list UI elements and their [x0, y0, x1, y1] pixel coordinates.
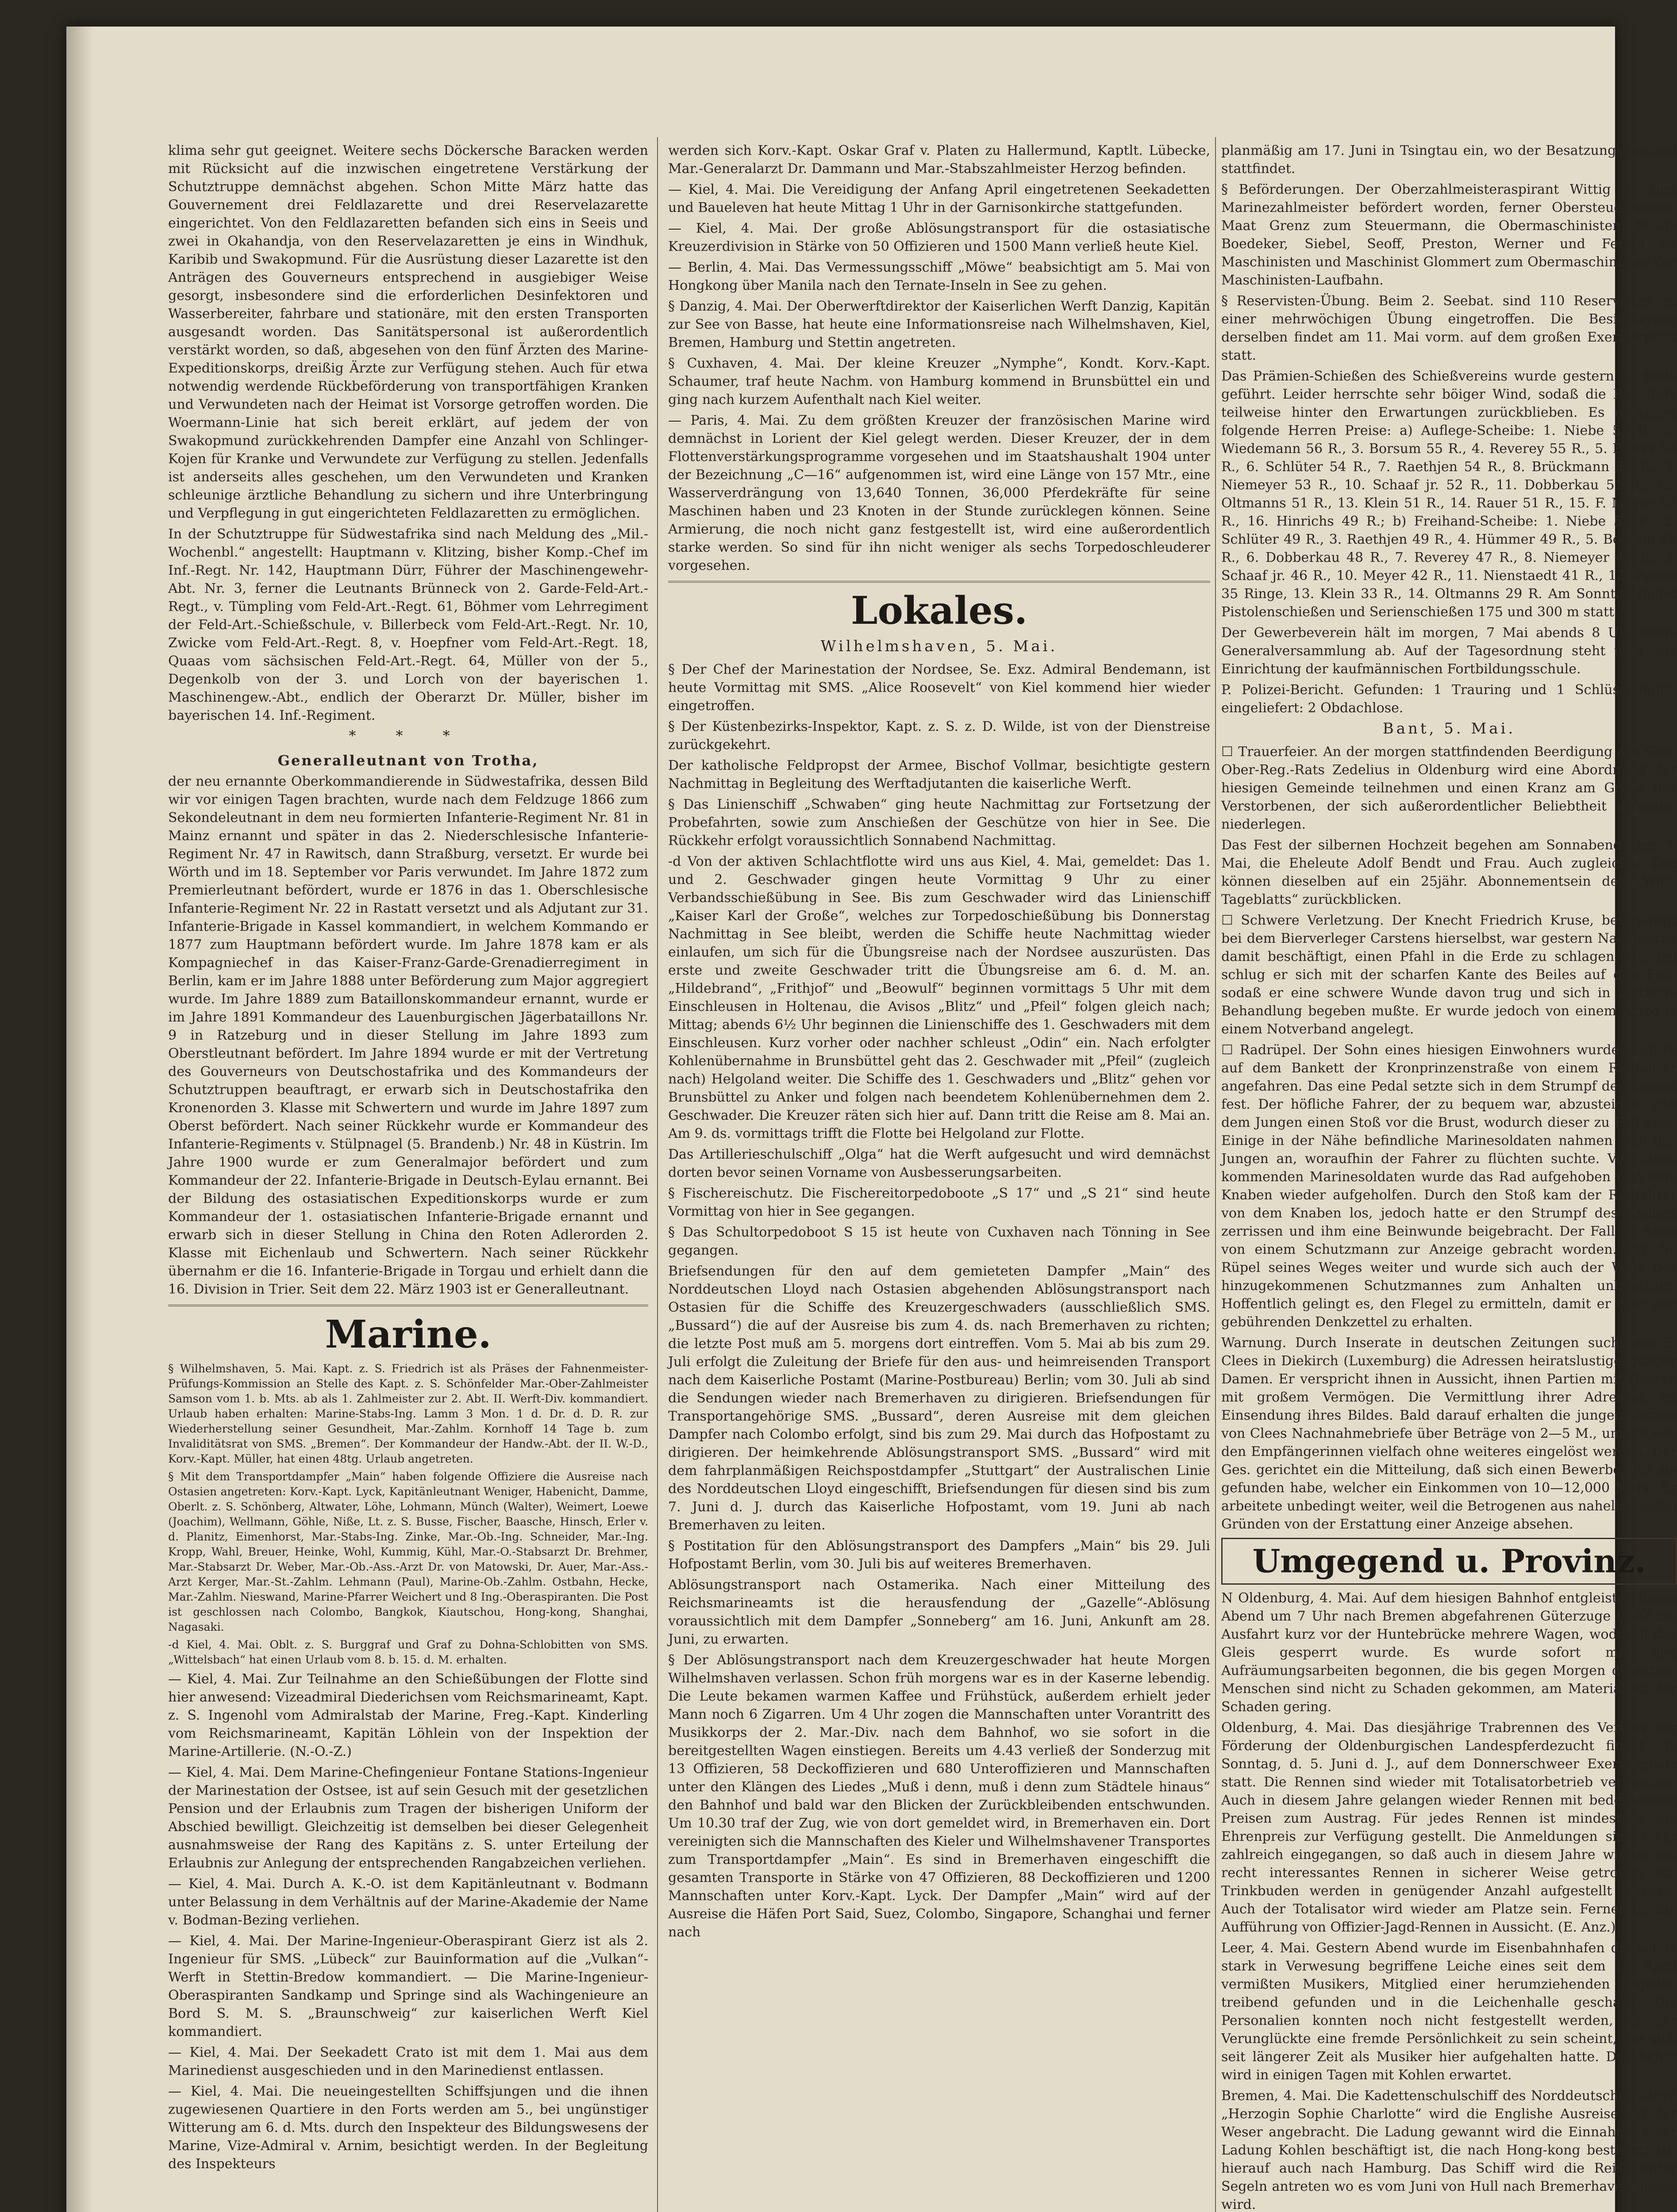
- column-left: [168, 142, 648, 2212]
- paragraph: § Das Schultorpedoboot S 15 ist heute von Cuxhaven nach Tönning in See gegangen.: [668, 1225, 1210, 1258]
- trotha-heading: Generalleutnant von Trotha,: [277, 752, 539, 769]
- paragraph: § Das Linienschiff „Schwaben“ ging heute Nachmittag zur Fortsetzung der Probefahrten, sowie zum Anschießen der Geschütze von hier in See. Die Rückkehr erfolgt voraussichtlich Sonnabend Nachmittag.: [668, 797, 1210, 849]
- paragraph: — Kiel, 4. Mai. Durch A. K.-O. ist dem Kapitänleutnant v. Bodmann unter Belassung in dem Verhältnis auf der Marine-Akademie der Name v. Bodman-Bezing verliehen.: [168, 1876, 648, 1928]
- dateline: Wilhelmshaven, 5. Mai.: [820, 637, 1058, 655]
- lokales-news: [668, 661, 1210, 1941]
- column-right: [1221, 142, 1677, 2212]
- lazarette-article: [168, 142, 648, 725]
- paragraph: ☐ Schwere Verletzung. Der Knecht Friedrich Kruse, beschäftigt bei dem Bierverleger Carstens hierselbst, war gestern Nachmittag damit beschäftigt, einen Pfahl in die Erde zu schlagen. Hierbei schlug er sich mit der scharfen Kante des Beiles auf den Fuß, sodaß er eine schwere Wunde davon trug und sich in ärztliche Behandlung begeben mußte. Er wurde jedoch von einem Arzte in einem Notverband angelegt.: [1221, 913, 1677, 1037]
- paragraph: — Kiel, 4. Mai. Dem Marine-Chefingenieur Fontane Stations-Ingenieur der Marinestation der Ostsee, ist auf sein Gesuch mit der gesetzlichen Pension und der Erlaubnis zum Tragen der bisherigen Uniform der Abschied bewilligt. Gleichzeitig ist demselben bei dieser Gelegenheit ausnahmsweise der Rang des Kapitäns z. S. unter Erteilung der Erlaubnis zur Anlegung der entsprechenden Rangabzeichen verliehen.: [168, 1765, 648, 1871]
- paragraph: Briefsendungen für den auf dem gemieteten Dampfer „Main“ des Norddeutschen Lloyd nach Ostasien abgehenden Ablösungstransport nach Ostasien für die Schiffe des Kreuzergeschwaders (ausschließlich SMS. „Bussard“) die auf der Ausreise bis zum 4. ds. nach Bremerhaven zu richten; die letzte Post muß am 5. morgens dort eintreffen. Vom 5. Mai ab bis zum 29. Juli erfolgt die Zuleitung der Briefe für den aus- und heimreisenden Transport nach dem Kaiserliche Postamt (Marine-Postbureau) Berlin; vom 30. Juli ab sind die Sendungen wieder nach Bremerhaven zu dirigieren. Briefsendungen für Transportangehörige SMS. „Bussard“, deren Ausreise mit dem gleichen Dampfer nach Colombo erfolgt, sind bis zum 29. Mai durch das Hofpostamt zu dirigieren. Der heimkehrende Ablösungstransport SMS. „Bussard“ wird mit dem fahrplanmäßigen Reichspostdampfer „Stuttgart“ der Australischen Linie des Norddeutschen Lloyd eingeschifft, Briefsendungen für diesen sind bis zum 7. Juni d. J. durch das Kaiserliche Hofpostamt, vom 19. Juni ab nach Bremerhaven zu leiten.: [668, 1263, 1210, 1533]
- paragraph: — Paris, 4. Mai. Zu dem größten Kreuzer der französischen Marine wird demnächst in Lorient der Kiel gelegt werden. Dieser Kreuzer, der in dem Flottenverstärkungsprogramme vorgesehen und im Staatshaushalt 1904 unter der Bezeichnung „C—16“ aufgenommen ist, wird eine Länge von 157 Mtr., eine Wasserverdrängung von 13,640 Tonnen, 36,000 Pferdekräfte für seine Maschinen haben und 23 Knoten in der Stunde zurücklegen können. Seine Armierung, die noch nicht ganz festgestellt ist, wird eine außerordentlich starke werden. So sind für ihn nicht weniger als sechs Torpedoschleuderer vorgesehen.: [668, 413, 1210, 573]
- paragraph: — Kiel, 4. Mai. Der große Ablösungstransport für die ostasiatische Kreuzerdivision in Stärke von 50 Offizieren und 1500 Mann verließ heute Kiel.: [668, 221, 1210, 254]
- paragraph: P. Polizei-Bericht. Gefunden: 1 Trauring und 1 Schlüsselbund; eingeliefert: 2 Obdachlose.: [1221, 682, 1677, 716]
- paragraph: § Der Ablösungstransport nach dem Kreuzergeschwader hat heute Morgen Wilhelmshaven verlassen. Schon früh morgens war es in der Kaserne lebendig. Die Leute bekamen warmen Kaffee und Frühstück, außerdem erhielt jeder Mann noch 6 Zigarren. Um 4 Uhr zogen die Mannschaften unter Vorantritt des Musikkorps der 2. Mar.-Div. nach dem Bahnhof, wo sie sofort in die bereitgestellten Wagen einstiegen. Bereits um 4.43 verließ der Sonderzug mit 13 Offizieren, 58 Deckoffizieren und 680 Unteroffizieren und Mannschaften unter den Klängen des Liedes „Muß i denn, muß i denn zum Städtele hinaus“ den Bahnhof und bald war den Blicken der Zurückbleibenden entschwunden. Um 10.30 traf der Zug, wie von dort gemeldet wird, in Bremerhaven ein. Dort vereinigten sich die Mannschaften des Kieler und Wilhelmshavener Transportes zum Transportdampfer „Main“. Es sind in Bremerhaven eingeschifft die gesamten Transporte in Stärke von 47 Offizieren, 88 Deckoffizieren und 1200 Mannschaften unter Korv.-Kapt. Lyck. Der Dampfer „Main“ wird auf der Ausreise die Häfen Port Said, Suez, Colombo, Singapore, Schanghai und ferner nach: [668, 1652, 1210, 1940]
- paragraph: In der Schutztruppe für Südwestafrika sind nach Meldung des „Mil.-Wochenbl.“ angestellt: Hauptmann v. Klitzing, bisher Komp.-Chef im Inf.-Regt. Nr. 142, Hauptmann Dürr, Führer der Maschinengewehr-Abt. Nr. 3, ferner die Leutnants Brünneck von 2. Garde-Feld-Art.-Regt., v. Tümpling vom Feld-Art.-Regt. 61, Böhmer vom Lehrregiment der Feld-Art.-Schießschule, v. Billerbeck vom Feld-Art.-Regt. Nr. 10, Zwicke vom Feld-Art.-Regt. 8, v. Hoepfner vom Feld-Art.-Regt. 18, Quaas vom sächsischen Feld-Art.-Regt. 64, Müller von der 5., Degenkolb von der 3. und Lorch von der bayerischen 1. Maschinengew.-Abt., endlich der Oberarzt Dr. Müller, bisher im bayerischen 14. Inf.-Regiment.: [168, 526, 648, 723]
- paragraph: Das Prämien-Schießen des Schießvereins wurde gestern zu Ende geführt. Leider herrschte sehr böiger Wind, sodaß die Resultate teilweise hinter den Erwartungen zurückblieben. Es errangen folgende Herren Preise: a) Auflege-Scheibe: 1. Niebe 57 R., 2. Wiedemann 56 R., 3. Borsum 55 R., 4. Reverey 55 R., 5. Peters 54 R., 6. Schlüter 54 R., 7. Raethjen 54 R., 8. Brückmann 53 R., 9. Niemeyer 53 R., 10. Schaaf jr. 52 R., 11. Dobberkau 51 R., 12. Oltmanns 51 R., 13. Klein 51 R., 14. Rauer 51 R., 15. F. Meyer 50 R., 16. Hinrichs 49 R.; b) Freihand-Scheibe: 1. Niebe 52 R., 2. Schlüter 49 R., 3. Raethjen 49 R., 4. Hümmer 49 R., 5. Borsum 48 R., 6. Dobberkau 48 R., 7. Reverey 47 R., 8. Niemeyer 47 R., 9. Schaaf jr. 46 R., 10. Meyer 42 R., 11. Nienstaedt 41 R., 12. Peters 35 Ringe, 13. Klein 33 R., 14. Oltmanns 29 R. Am Sonntag findet Pistolenschießen und Serienschießen 175 und 300 m statt.: [1221, 369, 1677, 620]
- column-middle: [668, 142, 1210, 2212]
- paragraph: Warnung. Durch Inserate in deutschen Zeitungen sucht ein E. Clees in Diekirch (Luxemburg) die Adressen heiratslustiger junger Damen. Er verspricht ihnen in Aussicht, ihnen Partien mit Herren mit großem Vermögen. Die Vermittlung ihrer Adressen im Einsendung ihres Bildes. Bald darauf erhalten die jungen Damen von Clees Nachnahmebriefe über Beträge von 2—5 M., um die von den Empfängerinnen vielfach ohne weiteres eingelöst werden. Der Ges. gerichtet ein die Mitteilung, daß sich einen Bewerber für sie gefunden habe, welcher ein Einkommen von 10—12,000 Mark. Er arbeitete unbedingt weiter, weil die Betrogenen aus naheliegenden Gründen von der Erstattung einer Anzeige absehen.: [1221, 1335, 1677, 1532]
- section-divider: [668, 581, 1210, 583]
- newspaper-page: [66, 27, 1677, 2212]
- section-title-umgegend: Umgegend u. Provinz.: [1252, 1542, 1646, 1580]
- paragraph: Der Gewerbeverein hält im morgen, 7 Mai abends 8 Uhr seine Generalversammlung ab. Auf der Tagesordnung steht u. a. die Einrichtung der kaufmännischen Fortbildungsschule.: [1221, 625, 1677, 677]
- paragraph: -d Kiel, 4. Mai. Oblt. z. S. Burggraf und Graf zu Dohna-Schlobitten von SMS. „Wittelsbach“ hat einen Urlaub vom 8. b. 15. d. M. erhalten.: [168, 1638, 648, 1666]
- column-rule: [1215, 137, 1216, 2212]
- paragraph: — Kiel, 4. Mai. Die Vereidigung der Anfang April eingetretenen Seekadetten und Baueleven hat heute Mittag 1 Uhr in der Garnisonkirche stattgefunden.: [668, 182, 1210, 215]
- marine-small-print: [168, 1361, 648, 1667]
- paragraph: N Oldenburg, 4. Mai. Auf dem hiesigen Bahnhof entgleisten heute Abend um 7 Uhr nach Bremen abgefahrenen Güterzuge 6307 bei Ausfahrt kurz vor der Huntebrücke mehrere Wagen, wodurch das Gleis gesperrt wurde. Es wurde sofort mit den Aufräumungsarbeiten begonnen, die bis gegen Morgen dauerten. Menschen sind nicht zu Schaden gekommen, am Material ist der Schaden gering.: [1221, 1590, 1677, 1715]
- paragraph: — Kiel, 4. Mai. Der Marine-Ingenieur-Oberaspirant Gierz ist als 2. Ingenieur für SMS. „Lübeck“ zur Bauinformation auf die „Vulkan“-Werft in Stettin-Bredow kommandiert. — Die Marine-Ingenieur-Oberaspiranten Sandkamp und Springe sind als Wachingenieure an Bord S. M. S. „Braunschweig“ zur kaiserlichen Werft Kiel kommandiert.: [168, 1933, 648, 2039]
- section-title-lokales: Lokales.: [851, 588, 1027, 633]
- column-rule: [657, 137, 658, 2212]
- umgegend-title-box: [1221, 1538, 1677, 1585]
- paragraph: Das Fest der silbernen Hochzeit begehen am Sonnabend, den 7. Mai, die Eheleute Adolf Bendt und Frau. Auch zugleicher Zeit können dieselben auf ein 25jähr. Abonnementsein des „Wilh. Tageblatts“ zurückblicken.: [1221, 837, 1677, 907]
- paragraph: planmäßig am 17. Juni in Tsingtau ein, wo der Besatzungswechsel stattfindet.: [1221, 143, 1677, 177]
- paragraph: ☐ Radrüpel. Der Sohn eines hiesigen Einwohners wurde gestern auf dem Bankett der Kronprinzenstraße von einem Radfahrer angefahren. Das eine Pedal setzte sich in dem Strumpf des Jungen fest. Der höfliche Fahrer, der zu bequem war, abzusteigen, gab dem Jungen einen Stoß vor die Brust, wodurch dieser zu Fall kam. Einige in der Nähe befindliche Marinesoldaten nahmen sich des Jungen an, woraufhin der Fahrer zu flüchten suchte. Von hinzu kommenden Marinesoldaten wurde das Rad aufgehoben und dem Knaben wieder aufgeholfen. Durch den Stoß kam der Radfahrer von dem Knaben los, jedoch hatte er den Strumpf des Knaben zerrissen und ihm eine Beinwunde beigebracht. Der Fall ist dann von einem Schutzmann zur Anzeige gebracht worden. Bis die Rüpel seines Weges weiter und wurde sich auch der Wink des hinzugekommenen Schutzmannes zum Anhalten unbeachtet. Hoffentlich gelingt es, den Flegel zu ermitteln, damit er dem ihm gebührenden Denkzettel zu erhalten.: [1221, 1042, 1677, 1330]
- paragraph: § Der Küstenbezirks-Inspektor, Kapt. z. S. z. D. Wilde, ist von der Dienstreise zurückgekehrt.: [668, 719, 1210, 753]
- section-divider: [168, 1305, 648, 1306]
- paragraph: § Postitation für den Ablösungstransport des Dampfers „Main“ bis 29. Juli Hofpostamt Berlin, vom 30. Juli bis auf weiteres Bremerhaven.: [668, 1538, 1210, 1572]
- paragraph: § Fischereischutz. Die Fischereitorpedoboote „S 17“ und „S 21“ sind heute Vormittag von hier in See gegangen.: [668, 1186, 1210, 1219]
- marine-news: [168, 1670, 648, 2173]
- marine-continued: [668, 142, 1210, 575]
- paragraph: Bremen, 4. Mai. Die Kadettenschulschiff des Norddeutschen Lloyd „Herzogin Sophie Charlotte“ wird die Englishe Ausreise auf der Weser angebracht. Die Ladung gewannt wird die Einnahme einer Ladung Kohlen beschäftigt ist, die nach Hong-kong bestimmt ist, hierauf auch nach Hamburg. Das Schiff wird die Reise unter Segeln antreten wo es vom Juni von Hull nach Bremerhaven gehen wird.: [1221, 2088, 1677, 2212]
- umgegend-news: [1221, 1589, 1677, 2212]
- section-stars: * * *: [349, 727, 468, 744]
- paragraph: — Kiel, 4. Mai. Der Seekadett Crato ist mit dem 1. Mai aus dem Marinedienst ausgeschieden und in den Marinedienst entlassen.: [168, 2045, 648, 2078]
- paragraph: Leer, 4. Mai. Gestern Abend wurde im Eisenbahnhafen die schon stark in Verwesung begriffene Leiche eines seit dem 13. April vermißten Musikers, Mitglied einer herumziehenden Kapelle, treibend gefunden und in die Leichenhalle geschafft. Die Personalien konnten noch nicht festgestellt werden, da der Verunglückte eine fremde Persönlichkeit zu sein scheint, die sich seit längerer Zeit als Musiker hier aufgehalten hatte. Das Schiff wird in einigen Tagen mit Kohlen erwartet.: [1221, 1940, 1677, 2083]
- paragraph: — Berlin, 4. Mai. Das Vermessungsschiff „Möwe“ beabsichtigt am 5. Mai von Hongkong über Manila nach den Ternate-Inseln in See zu gehen.: [668, 260, 1210, 293]
- paragraph: § Der Chef der Marinestation der Nordsee, Se. Exz. Admiral Bendemann, ist heute Vormittag mit SMS. „Alice Roosevelt“ von Kiel kommend hier wieder eingetroffen.: [668, 662, 1210, 714]
- paragraph: § Reservisten-Übung. Beim 2. Seebat. sind 110 Reservisten zu einer mehrwöchigen Übung eingetroffen. Die Besichtigung derselben findet am 11. Mai vorm. auf dem großen Exerzierplatz statt.: [1221, 293, 1677, 363]
- paragraph: klima sehr gut geeignet. Weitere sechs Döckersche Baracken werden mit Rücksicht auf die inzwischen eingetretene Verstärkung der Schutztruppe demnächst abgehen. Schon Mitte März hatte das Gouvernement drei Feldlazarette und drei Reservelazarette eingerichtet. Von den Feldlazaretten befanden sich eins in Seeis und zwei in Okahandja, von den Reservelazaretten je eins in Windhuk, Karibib und Swakopmund. Für die Ausrüstung dieser Lazarette ist den Anträgen des Gouverneurs entsprechend in ausgiebiger Weise gesorgt, insbesondere sind die erforderlichen Desinfektoren und Wasserbereiter, fahrbare und stationäre, mit den ersten Transporten ausgesandt worden. Das Sanitätspersonal ist außerordentlich verstärkt worden, so daß, abgesehen von den fünf Ärzten des Marine-Expeditionskorps, dreißig Ärzte zur Verfügung stehen. Auch für etwa notwendig werdende Rückbeförderung von transportfähigen Kranken und Verwundeten nach der Heimat ist Vorsorge getroffen worden. Die Woermann-Linie hat sich bereit erklärt, auf jedem der von Swakopmund zurückkehrenden Dampfer eine Anzahl von Schlinger-Kojen für Kranke und Verwundete zur Verfügung zu stellen. Jedenfalls ist anderseits alles geschehen, um den Verwundeten und Kranken schleunige ärztliche Behandlung zu sichern und ihre Unterbringung und Verpflegung in gut eingerichteten Feldlazaretten zu ermöglichen.: [168, 143, 648, 521]
- paragraph: Oldenburg, 4. Mai. Das diesjährige Trabrennen des Vereins zur Förderung der Oldenburgischen Landespferdezucht findet am Sonntag, d. 5. Juni d. J., auf dem Donnerschweer Exerzierplatz statt. Die Rennen sind wieder mit Totalisatorbetrieb verbunden. Auch in diesem Jahre gelangen wieder Rennen mit bedeutenden Preisen zum Austrag. Für jedes Rennen ist mindestens ein Ehrenpreis zur Verfügung gestellt. Die Anmeldungen sind recht zahlreich eingegangen, so daß auch in diesem Jahre wieder ein recht interessantes Rennen in sicherer Weise getroffen ist. Trinkbuden werden in genügender Anzahl aufgestellt werden. Auch der Totalisator wird wieder am Platze sein. Ferner ist die Aufführung von Offizier-Jagd-Rennen in Aussicht. (E. Anz.): [1221, 1720, 1677, 1935]
- paragraph: § Cuxhaven, 4. Mai. Der kleine Kreuzer „Nymphe“, Kondt. Korv.-Kapt. Schaumer, traf heute Nachm. von Hamburg kommend in Brunsbüttel ein und ging nach kurzem Aufenthalt nach Kiel weiter.: [668, 356, 1210, 407]
- paragraph: Das Artillerieschulschiff „Olga“ hat die Werft aufgesucht und wird demnächst dorten bevor seinen Vorname von Ausbesserungsarbeiten.: [668, 1147, 1210, 1180]
- dateline: Bant, 5. Mai.: [1382, 720, 1516, 737]
- bant-news: [1221, 743, 1677, 1533]
- paragraph: — Kiel, 4. Mai. Zur Teilnahme an den Schießübungen der Flotte sind hier anwesend: Vizeadmiral Diederichsen vom Reichsmarineamt, Kapt. z. S. Ingenohl vom Admiralstab der Marine, Freg.-Kapt. Kinderling vom Reichsmarineamt, Kapitän Löhlein von der Inspektion der Marine-Artillerie. (N.-O.-Z.): [168, 1671, 648, 1759]
- paragraph: § Beförderungen. Der Oberzahlmeisteraspirant Wittig ist zum Marinezahlmeister befördert worden, ferner Obersteuermanns-Maat Grenz zum Steuermann, die Obermaschinisten Maate Boedeker, Siebel, Seoff, Preston, Werner und Ferlau zu Maschinisten und Maschinist Glommert zum Obermaschinisten der Maschinisten-Laufbahn.: [1221, 182, 1677, 288]
- section-title-marine: Marine.: [325, 1312, 492, 1357]
- paragraph: § Mit dem Transportdampfer „Main“ haben folgende Offiziere die Ausreise nach Ostasien angetreten: Korv.-Kapt. Lyck, Kapitänleutnant Weniger, Habenicht, Damme, Oberlt. z. S. Schönberg, Altwater, Löhe, Lohmann, Münch (Walter), Weimert, Loewe (Joachim), Wellmann, Göhle, Niße, Lt. z. S. Busse, Fischer, Baasche, Hinsch, Erler v. d. Planitz, Eimenhorst, Mar.-Stabs-Ing. Zinke, Mar.-Ob.-Ing. Schneider, Mar.-Ing. Kropp, Wahl, Breuer, Heinke, Wohl, Kummig, Kühl, Mar.-O.-Stabsarzt Dr. Brehmer, Mar.-Stabsarzt Dr. Weber, Mar.-Ob.-Ass.-Arzt Dr. von Matowski, Dr. Auer, Mar.-Ass.-Arzt Kerger, Mar.-St.-Zahlm. Lehmann (Paul), Marine-Ob.-Zahlm. Ostbahn, Hecke, Mar.-Zahlm. Nieswand, Marine-Pfarrer Weichert und 8 Ing.-Oberaspiranten. Die Post ist geschlossen nach Colombo, Bangkok, Kiautschou, Hong-kong, Shanghai, Nagasaki.: [168, 1470, 648, 1633]
- paragraph: werden sich Korv.-Kapt. Oskar Graf v. Platen zu Hallermund, Kaptlt. Lübecke, Mar.-Generalarzt Dr. Dammann und Mar.-Stabszahlmeister Herzog befinden.: [668, 143, 1210, 177]
- paragraph: § Wilhelmshaven, 5. Mai. Kapt. z. S. Friedrich ist als Präses der Fahnenmeister-Prüfungs-Kommission an Stelle des Kapt. z. S. Schönfelder Mar.-Ober-Zahlmeister Samson vom 1. b. Mts. ab als 1. Zahlmeister zur 2. Abt. II. Werft-Div. kommandiert. Urlaub haben erhalten: Marine-Stabs-Ing. Lamm 3 Mon. 1 d. Dr. d. D. R. zur Wiederherstellung seiner Gesundheit, Mar.-Zahlm. Kornhoff 14 Tage b. zum Invaliditätsrat von SMS. „Bremen“. Der Kommandeur der Handw.-Abt. der II. W.-D., Korv.-Kapt. Müller, hat einen 48tg. Urlaub angetreten.: [168, 1362, 648, 1465]
- paragraph: — Kiel, 4. Mai. Die neueingestellten Schiffsjungen und die ihnen zugewiesenen Quartiere in den Forts werden am 5., bei ungünstiger Witterung am 6. d. Mts. durch den Inspekteur des Bildungswesens der Marine, Vize-Admiral v. Arnim, besichtigt werden. In der Begleitung des Inspekteurs: [168, 2084, 648, 2172]
- paragraph: Der katholische Feldpropst der Armee, Bischof Vollmar, besichtigte gestern Nachmittag in Begleitung des Werftadjutanten die kaiserliche Werft.: [668, 758, 1210, 791]
- paragraph: § Danzig, 4. Mai. Der Oberwerftdirektor der Kaiserlichen Werft Danzig, Kapitän zur See von Basse, hat heute eine Informationsreise nach Wilhelmshaven, Kiel, Bremen, Hamburg und Stettin angetreten.: [668, 299, 1210, 350]
- wilhelmshaven-continued: [1221, 142, 1677, 717]
- trotha-article: der neu ernannte Oberkommandierende in Südwestafrika, dessen Bild wir vor einigen Tagen brachten, wurde nach dem Feldzuge 1866 zum Sekondeleutnant in dem neu formierten Infanterie-Regiment Nr. 81 in Mainz ernannt und später in das 2. Niederschlesische Infanterie-Regiment Nr. 47 in Rawitsch, dann Straßburg, versetzt. Er wurde bei Wörth und im 18. September vor Paris verwundet. Im Jahre 1872 zum Premierleutnant befördert, wurde er 1876 in das 1. Oberschlesische Infanterie-Regiment Nr. 22 in Rastatt versetzt und als Adjutant zur 31. Infanterie-Brigade in Kassel kommandiert, in welchem Kommando er 1877 zum Hauptmann befördert wurde. Im Jahre 1878 kam er als Kompagniechef in das Kaiser-Franz-Garde-Grenadierregiment in Berlin, kam er im Jahre 1888 unter Beförderung zum Major aggregiert wurde. Im Jahre 1889 zum Bataillonskommandeur ernannt, wurde er im Jahre 1891 Kommandeur des Lauenburgischen Jägerbataillons Nr. 9 in Ratzeburg und in dieser Stellung im Jahre 1893 zum Oberstleutnant befördert. Im Jahre 1894 wurde er mit der Vertretung des Gouverneurs von Deutschostafrika und des Kommandeurs der Schutztruppen beauftragt, er erwarb sich in Deutschostafrika den Kronenorden 3. Klasse mit Schwertern und wurde im Jahre 1897 zum Oberst befördert. Nach seiner Rückkehr wurde er Kommandeur des Infanterie-Regiments v. Stülpnagel (5. Brandenb.) Nr. 48 in Küstrin. Im Jahre 1900 wurde er zum Generalmajor befördert und zum Kommandeur der 22. Infanterie-Brigade in Deutsch-Eylau ernannt. Bei der Bildung des ostasiatischen Expeditionskorps wurde er zum Kommandeur der 1. ostasiatischen Infanterie-Brigade ernannt und erwarb sich in dieser Stellung in China den Roten Adlerorden 2. Klasse mit Eichenlaub und Schwertern. Nach seiner Rückkehr übernahm er die 16. Infanterie-Brigade in Torgau und erhielt dann die 16. Division in Trier. Seit dem 22. März 1903 ist er Generalleutnant.: [168, 774, 648, 1297]
- paragraph: -d Von der aktiven Schlachtflotte wird uns aus Kiel, 4. Mai, gemeldet: Das 1. und 2. Geschwader gingen heute Vormittag 9 Uhr zu einer Verbandsschießübung in See. Bis zum Geschwader wird das Linienschiff „Kaiser Karl der Große“, welches zur Torpedoschießübung bis Donnerstag Nachmittag in See bleibt, werden die Schiffe heute Nachmittag wieder einlaufen, um sich für die Übungsreise nach der Nordsee auszurüsten. Das erste und zweite Geschwader tritt die Übungsreise am 6. d. M. an. „Hildebrand“, „Frithjof“ und „Beowulf“ beginnen vormittags 5 Uhr mit dem Einschleusen in Holtenau, die Avisos „Blitz“ und „Pfeil“ folgen gleich nach; Mittag; abends 6½ Uhr beginnen die Linienschiffe des 1. Geschwaders mit dem Einschleusen. Kurz vorher oder nachher schleust „Odin“ ein. Nach erfolgter Kohlenübernahme in Brunsbüttel geht das 2. Geschwader mit „Pfeil“ (zugleich nach) Helgoland weiter. Die Schiffe des 1. Geschwaders und „Blitz“ gehen vor Brunsbüttel zu Anker und folgen nach beendetem Kohlenübernehmen dem 2. Geschwader. Die Kreuzer räten sich hier auf. Dann tritt die Reise am 8. Mai an. Am 9. ds. vormittags trifft die Flotte bei Helgoland zur Flotte.: [668, 854, 1210, 1141]
- paragraph: Ablösungstransport nach Ostamerika. Nach einer Mitteilung des Reichsmarineamts ist die herausfendung der „Gazelle“-Ablösung voraussichtlich mit dem Dampfer „Sonneberg“ am 16. Juni, Ankunft am 28. Juni, zu erwarten.: [668, 1577, 1210, 1647]
- paragraph: ☐ Trauerfeier. An der morgen stattfindenden Beerdigung des Geh. Ober-Reg.-Rats Zedelius in Oldenburg wird eine Abordnung der hiesigen Gemeinde teilnehmen und einen Kranz am Grabe des Verstorbenen, der sich außerordentlicher Beliebtheit erfreute, niederlegen.: [1221, 744, 1677, 832]
